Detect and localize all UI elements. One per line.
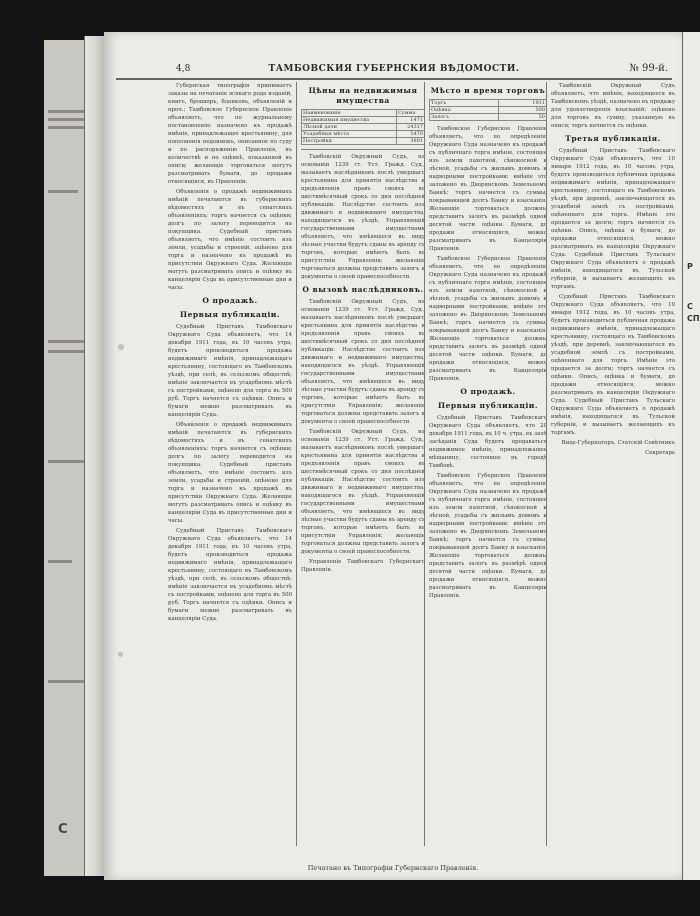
page-number: 4,8 [176, 64, 191, 74]
table-cell: Оцѣнка [430, 107, 499, 114]
page-footer: Печатано въ Типографіи Губернскаго Правленія. [307, 864, 479, 872]
column-1 [168, 82, 296, 846]
column-2-footer-text: Управленіе Тамбовскаго Губернскаго Правленія. [301, 559, 425, 573]
column-1-heading: О продажѣ. [202, 296, 258, 305]
column-2-table [301, 109, 425, 145]
table-row [302, 124, 425, 131]
page-gutter-edge [84, 36, 105, 876]
column-3-table [429, 99, 547, 121]
column-2 [296, 82, 429, 846]
table-header-cell: Сумма [396, 110, 424, 117]
table-cell: Лѣсной дачи [302, 124, 397, 131]
column-1-notice: Судебный Приставъ Тамбовскаго Окружнаго Суда объявляетъ, что 14 декабря 1911 года, въ 10 часовъ утра, будетъ производиться продажа недвижимаго имѣнія, принадлежащаго крестьянину, состоящаго въ Тамбовскомъ уѣздѣ, при селѣ, въ сельскомъ обществѣ; имѣніе заключается въ усадебномъ мѣстѣ съ постройками, оцѣнено для торга въ 500 руб. Торгъ начнется съ оцѣнки. Опись и бумаги можно разсматривать въ канцеляріи Суда. [168, 324, 292, 418]
column-2-body-continued: Тамбовскій Окружный Судъ, на основаніи 1239 ст. Уст. Гражд. Суд., вызываетъ наслѣдниковъ послѣ умершаго крестьянина для принятія наслѣдства и предъявленія правъ своихъ въ шестимѣсячный срокъ со дня послѣдней публикаціи. Наслѣдство состоитъ изъ движимаго и недвижимаго имущества, находящагося въ уѣздѣ. Управляющій государственными имуществами объявляетъ, что имѣющіеся въ виду лѣсные участки будутъ сданы въ аренду съ торговъ, которые имѣютъ быть въ присутствіи Управленія; желающіе торговаться должны представить залогъ и документы о своей правоспособности. [301, 299, 425, 425]
column-3-heading: О продажѣ. [460, 387, 516, 396]
table-cell: 1471 [396, 117, 424, 124]
page-header [116, 62, 672, 80]
column-4-signature-1: Вице-Губернаторъ, Статскій Совѣтникъ [561, 440, 675, 446]
table-cell: Усадебныя мѣста [302, 131, 397, 138]
table-cell: Торгъ [430, 100, 499, 107]
column-3-table-title: Мѣсто и время торговъ [430, 86, 546, 95]
adjacent-page-letter: С [687, 302, 693, 311]
divider [301, 149, 425, 150]
adjacent-page-letter: СП [687, 314, 700, 323]
column-3-notice: Судебный Приставъ Тамбовскаго Окружнаго Суда объявляетъ, что 20 декабря 1911 года, въ 10 ч. утра, въ залѣ засѣданія Суда будетъ продаваться недвижимое имѣніе, принадлежащее мѣщанину, состоящее въ городѣ Тамбовѣ. [429, 415, 547, 469]
newspaper-page [104, 32, 682, 880]
column-1-notice-repeat: Объявленія о продажѣ недвижимыхъ имѣній печатаются въ губернскихъ вѣдомостяхъ и въ сенатскихъ объявленіяхъ; торгъ начнется съ оцѣнки; долгъ по залогу переводится на покупщика. Судебный приставъ объявляетъ, что имѣніе состоитъ изъ земли, усадьбы и строеній, оцѣнено для торга и назначено къ продажѣ въ присутствіи Окружнаго Суда. Желающіе могутъ разсматривать опись и оцѣнку въ канцеляріи Суда въ присутственные дни и часы. [168, 422, 292, 524]
column-2-heading: О вызовѣ наслѣдниковъ. [302, 285, 424, 294]
ink-blot [118, 344, 124, 350]
table-cell: 50 [499, 114, 547, 121]
table-header-cell: Наименованіе [302, 110, 397, 117]
column-2-table-title: Цѣны на недвижимыя имущества [308, 86, 418, 105]
column-4-notice: Судебный Приставъ Тамбовскаго Окружнаго Суда объявляетъ, что 10 января 1912 года, въ 10 часовъ утра, будетъ производиться публичная продажа недвижимаго имѣнія, принадлежащаго крестьянину, состоящаго въ Тамбовскомъ уѣздѣ, при деревнѣ, заключающагося въ усадебной землѣ съ постройками, оцѣненнаго для торга. Имѣніе это продается за долги; торгъ начнется съ оцѣнки. Опись, оцѣнка и бумаги, до продажи относящіяся, можно разсматривать въ канцеляріи Окружнаго Суда. Судебный Приставъ Тульскаго Окружнаго Суда объявляетъ о продажѣ имѣнія, находящагося въ Тульской губерніи, и вызываетъ желающихъ къ торгамъ. [551, 148, 675, 290]
column-1-body: Объявленія о продажѣ недвижимыхъ имѣній печатаются въ губернскихъ вѣдомостяхъ и въ сенатскихъ объявленіяхъ; торгъ начнется съ оцѣнки; долгъ по залогу переводится на покупщика. Судебный приставъ объявляетъ, что имѣніе состоитъ изъ земли, усадьбы и строеній, оцѣнено для торга и назначено къ продажѣ въ присутствіи Окружнаго Суда. Желающіе могутъ разсматривать опись и оцѣнку въ канцеляріи Суда въ присутственные дни и часы. [168, 189, 292, 291]
column-2-body: Тамбовскій Окружный Судъ, на основаніи 1239 ст. Уст. Гражд. Суд., вызываетъ наслѣдниковъ послѣ умершаго крестьянина для принятія наслѣдства и предъявленія правъ своихъ въ шестимѣсячный срокъ со дня послѣдней публикаціи. Наслѣдство состоитъ изъ движимаго и недвижимаго имущества, находящагося въ уѣздѣ. Управляющій государственными имуществами объявляетъ, что имѣющіеся въ виду лѣсные участки будутъ сданы въ аренду съ торговъ, которые имѣютъ быть въ присутствіи Управленія; желающіе торговаться должны представить залогъ и документы о своей правоспособности. [301, 154, 425, 280]
table-row [430, 100, 547, 107]
table-cell: 3801 [396, 138, 424, 145]
column-4-body: Тамбовскій Окружный Судъ объявляетъ, что имѣніе, находящееся въ Тамбовскомъ уѣздѣ, назначено въ продажу для удовлетворенія взысканій; оцѣнено для торговъ въ сумму, указанную въ описи; торгъ начнется съ оцѣнки. [551, 83, 675, 129]
column-2-body-more: Тамбовскій Окружный Судъ, на основаніи 1239 ст. Уст. Гражд. Суд., вызываетъ наслѣдниковъ послѣ умершаго крестьянина для принятія наслѣдства и предъявленія правъ своихъ въ шестимѣсячный срокъ со дня послѣдней публикаціи. Наслѣдство состоитъ изъ движимаго и недвижимаго имущества, находящагося въ уѣздѣ. Управляющій государственными имуществами объявляетъ, что имѣющіеся въ виду лѣсные участки будутъ сданы въ аренду съ торговъ, которые имѣютъ быть въ присутствіи Управленія; желающіе торговаться должны представить залогъ и документы о своей правоспособности. [301, 429, 425, 555]
issue-number: № 99-й. [629, 63, 668, 74]
column-3-body: Тамбовское Губернское Правленіе объявляетъ, что по опредѣленію Окружнаго Суда назначено къ продажѣ съ публичнаго торга имѣніе, состоящее изъ земли пахотной, сѣнокосной и лѣсной, усадьбы съ жилымъ домомъ и надворными постройками; имѣніе это заложено въ Дворянскомъ Земельномъ Банкѣ; торгъ начнется съ суммы, покрывающей долгъ Банку и взысканія. Желающіе торговаться должны представить залогъ въ размѣрѣ одной десятой части оцѣнки. Бумаги, до продажи относящіяся, можно разсматривать въ Канцеляріи Правленія. [429, 126, 547, 252]
column-1-subheading: Первыя публикаціи. [180, 310, 280, 319]
adjacent-page-letter: Р [687, 262, 693, 271]
table-cell: Залогъ [430, 114, 499, 121]
column-4-notice-continued: Судебный Приставъ Тамбовскаго Окружнаго Суда объявляетъ, что 10 января 1912 года, въ 10 часовъ утра, будетъ производиться публичная продажа недвижимаго имѣнія, принадлежащаго крестьянину, состоящаго въ Тамбовскомъ уѣздѣ, при деревнѣ, заключающагося въ усадебной землѣ съ постройками, оцѣненнаго для торга. Имѣніе это продается за долги; торгъ начнется съ оцѣнки. Опись, оцѣнка и бумаги, до продажи относящіяся, можно разсматривать въ канцеляріи Окружнаго Суда. Судебный Приставъ Тульскаго Окружнаго Суда объявляетъ о продажѣ имѣнія, находящагося въ Тульской губерніи, и вызываетъ желающихъ къ торгамъ. [551, 294, 675, 436]
column-1-intro: Губернская типографія принимаетъ заказы на печатаніе всякаго рода изданій, книгъ, брошюръ, бланковъ, объявленій и проч.; Тамбовское Губернское Правленіе объявляетъ, что по журнальному постановленію назначено къ продажѣ имѣніе, принадлежащее крестьянину, для пополненія недоимокъ, описанное по суду и по распоряженію Правленія, въ количествѣ и по оцѣнкѣ, показанной въ описи; желающіе торговаться могутъ разсматривать бумаги, до продажи относящіяся, въ Правленіи. [168, 83, 292, 185]
table-row [430, 114, 547, 121]
text-columns [168, 82, 676, 846]
table-row [430, 107, 547, 114]
adjacent-page-letter: С [58, 822, 68, 837]
table-cell: 24317 [396, 124, 424, 131]
table-row [302, 138, 425, 145]
masthead-title: ТАМБОВСКИЯ ГУБЕРНСКИЯ ВѢДОМОСТИ. [268, 64, 520, 74]
table-cell: 1911 [499, 100, 547, 107]
table-cell: 500 [499, 107, 547, 114]
column-3-body-repeat: Тамбовское Губернское Правленіе объявляетъ, что по опредѣленію Окружнаго Суда назначено къ продажѣ съ публичнаго торга имѣніе, состоящее изъ земли пахотной, сѣнокосной и лѣсной, усадьбы съ жилымъ домомъ и надворными постройками; имѣніе это заложено въ Дворянскомъ Земельномъ Банкѣ; торгъ начнется съ суммы, покрывающей долгъ Банку и взысканія. Желающіе торговаться должны представить залогъ въ размѣрѣ одной десятой части оцѣнки. Бумаги, до продажи относящіяся, можно разсматривать въ Канцеляріи Правленія. [429, 256, 547, 382]
column-1-notice-continued: Судебный Приставъ Тамбовскаго Окружнаго Суда объявляетъ, что 14 декабря 1911 года, въ 10 часовъ утра, будетъ производиться продажа недвижимаго имѣнія, принадлежащаго крестьянину, состоящаго въ Тамбовскомъ уѣздѣ, при селѣ, въ сельскомъ обществѣ; имѣніе заключается въ усадебномъ мѣстѣ съ постройками, оцѣнено для торга въ 500 руб. Торгъ начнется съ оцѣнки. Опись и бумаги можно разсматривать въ канцеляріи Суда. [168, 528, 292, 622]
column-3-subheading: Первыя публикаціи. [438, 401, 538, 410]
table-cell: Постройки [302, 138, 397, 145]
table-row [302, 131, 425, 138]
adjacent-page-right [682, 32, 700, 880]
table-cell: Недвижимыя имущества [302, 117, 397, 124]
column-3 [424, 82, 551, 846]
column-4-heading: Третья публикація. [565, 134, 661, 143]
table-row [302, 117, 425, 124]
table-cell: 5470 [396, 131, 424, 138]
ink-blot [118, 652, 123, 657]
column-4-signature-2: Секретарь [645, 450, 675, 456]
column-4 [546, 82, 675, 846]
column-3-notice-continued: Тамбовское Губернское Правленіе объявляетъ, что по опредѣленію Окружнаго Суда назначено къ продажѣ съ публичнаго торга имѣніе, состоящее изъ земли пахотной, сѣнокосной и лѣсной, усадьбы съ жилымъ домомъ и надворными постройками; имѣніе это заложено въ Дворянскомъ Земельномъ Банкѣ; торгъ начнется съ суммы, покрывающей долгъ Банку и взысканія. Желающіе торговаться должны представить залогъ въ размѣрѣ одной десятой части оцѣнки. Бумаги, до продажи относящіяся, можно разсматривать въ Канцеляріи Правленія. [429, 473, 547, 599]
